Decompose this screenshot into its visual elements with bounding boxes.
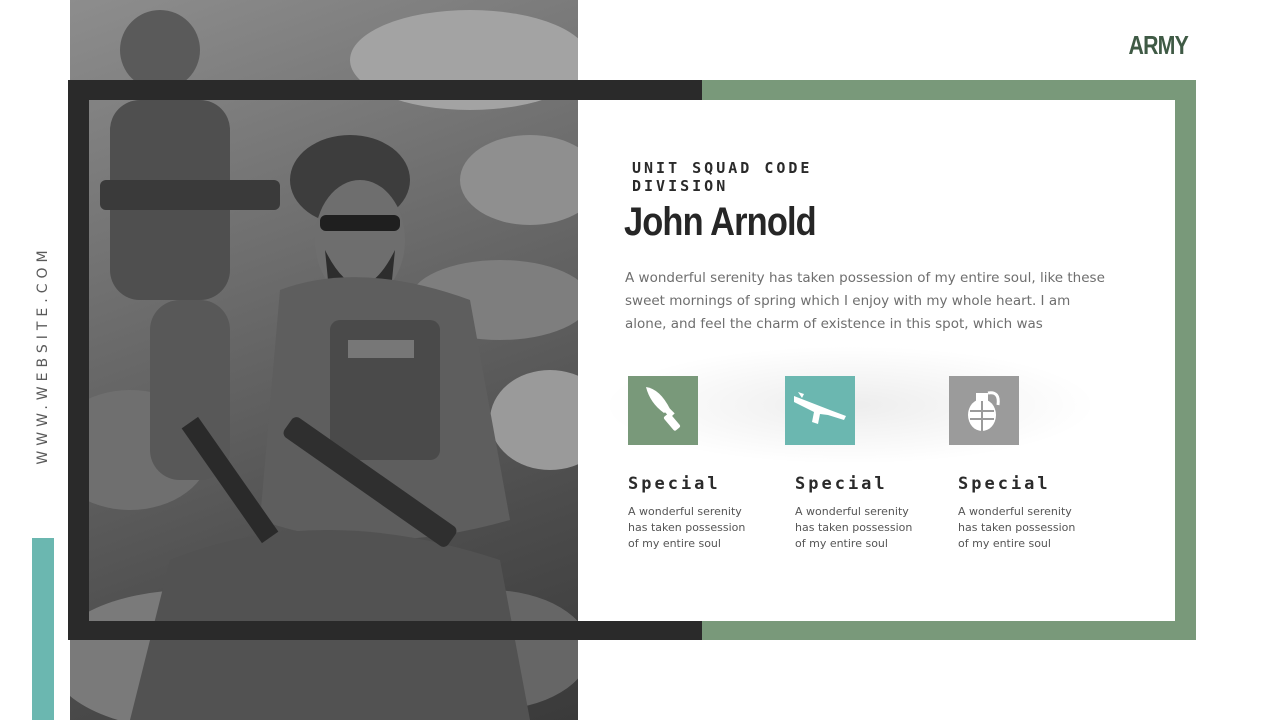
soldier-photo xyxy=(70,0,578,720)
feature-title: Special xyxy=(958,474,1051,494)
feature-icon-box xyxy=(949,376,1019,445)
feature-icon-box xyxy=(628,376,698,445)
website-label: WWW.WEBSITE.COM xyxy=(35,245,51,465)
grenade-icon xyxy=(964,383,1004,438)
accent-bar-teal xyxy=(32,538,54,720)
feature-rifle xyxy=(785,376,945,552)
frame-top-green xyxy=(702,80,1196,100)
profile-name: John Arnold xyxy=(624,200,816,244)
unit-subtitle: UNIT SQUAD CODE DIVISION xyxy=(632,159,813,195)
feature-grenade xyxy=(949,376,1109,552)
feature-text: A wonderful serenity has taken possession of my entire soul xyxy=(795,505,913,550)
rifle-icon xyxy=(790,388,850,433)
feature-title: Special xyxy=(795,474,888,494)
profile-description: A wonderful serenity has taken possession of my entire soul, like these sweet mornings of spring which I enjoy with my whole heart. I am alone, and feel the charm of existence in this spot, which was xyxy=(625,270,1105,332)
feature-knife xyxy=(628,376,788,552)
feature-icon-box xyxy=(785,376,855,445)
brand-logo: ARMY xyxy=(1128,30,1188,60)
knife-icon xyxy=(640,383,686,438)
frame-bottom-green xyxy=(702,621,1196,640)
feature-text: A wonderful serenity has taken possession of my entire soul xyxy=(958,505,1076,550)
frame-right-green xyxy=(1175,80,1196,640)
frame-top-dark xyxy=(68,80,702,100)
frame-bottom-dark xyxy=(68,621,702,640)
feature-title: Special xyxy=(628,474,721,494)
frame-left-dark xyxy=(68,80,89,640)
feature-text: A wonderful serenity has taken possession of my entire soul xyxy=(628,505,746,550)
